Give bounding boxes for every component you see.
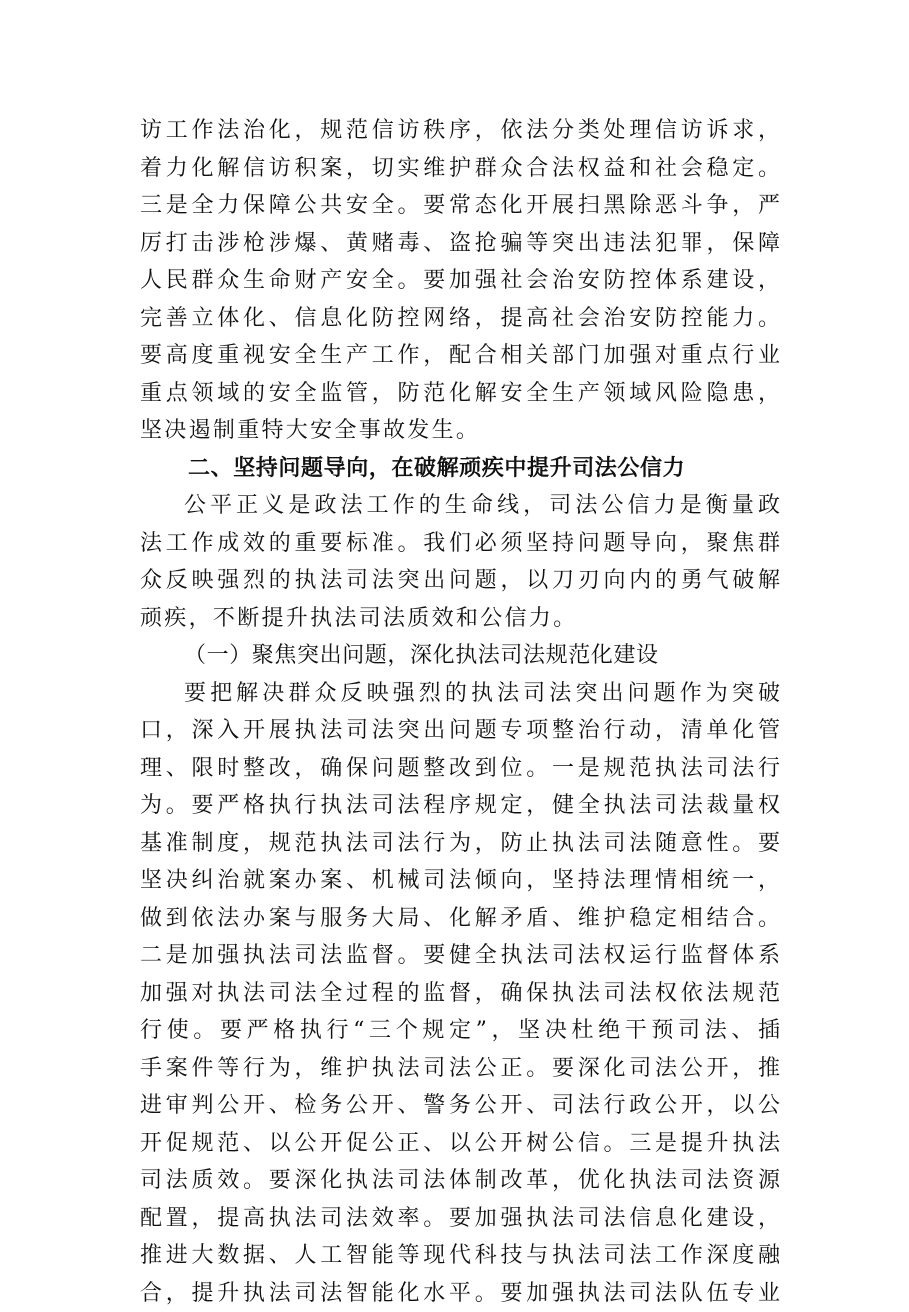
text-line: 人民群众生命财产安全。要加强社会治安防控体系建设， <box>140 262 780 300</box>
text-line: 合，提升执法司法智能化水平。要加强执法司法队伍专业 <box>140 1275 780 1312</box>
text-line: 手案件等行为，维护执法司法公正。要深化司法公开，推 <box>140 1050 780 1088</box>
text-line: 众反映强烈的执法司法突出问题，以刀刃向内的勇气破解 <box>140 562 780 600</box>
text-line: 坚决遏制重特大安全事故发生。 <box>140 412 780 450</box>
text-line: 完善立体化、信息化防控网络，提高社会治安防控能力。 <box>140 300 780 338</box>
text-line: 基准制度，规范执法司法行为，防止执法司法随意性。要 <box>140 825 780 863</box>
text-line: 开促规范、以公开促公正、以公开树公信。三是提升执法 <box>140 1125 780 1163</box>
section-heading: 二、坚持问题导向，在破解顽疾中提升司法公信力 <box>140 450 780 488</box>
paragraph-first-line: 公平正义是政法工作的生命线，司法公信力是衡量政 <box>140 487 780 525</box>
text-line: 口，深入开展执法司法突出问题专项整治行动，清单化管 <box>140 712 780 750</box>
text-line: 配置，提高执法司法效率。要加强执法司法信息化建设， <box>140 1200 780 1238</box>
text-line: 重点领域的安全监管，防范化解安全生产领域风险隐患， <box>140 375 780 413</box>
text-line: 三是全力保障公共安全。要常态化开展扫黑除恶斗争，严 <box>140 187 780 225</box>
text-line: 二是加强执法司法监督。要健全执法司法权运行监督体系 <box>140 937 780 975</box>
text-line: 司法质效。要深化执法司法体制改革，优化执法司法资源 <box>140 1162 780 1200</box>
text-line: 访工作法治化，规范信访秩序，依法分类处理信访诉求， <box>140 112 780 150</box>
text-line: 法工作成效的重要标准。我们必须坚持问题导向，聚焦群 <box>140 525 780 563</box>
text-line: 厉打击涉枪涉爆、黄赌毒、盗抢骗等突出违法犯罪，保障 <box>140 225 780 263</box>
subsection-heading: （一）聚焦突出问题，深化执法司法规范化建设 <box>140 637 780 675</box>
text-line: 理、限时整改，确保问题整改到位。一是规范执法司法行 <box>140 750 780 788</box>
text-line: 推进大数据、人工智能等现代科技与执法司法工作深度融 <box>140 1237 780 1275</box>
text-line: 要高度重视安全生产工作，配合相关部门加强对重点行业 <box>140 337 780 375</box>
text-line: 着力化解信访积案，切实维护群众合法权益和社会稳定。 <box>140 150 780 188</box>
text-line: 行使。要严格执行“三个规定”，坚决杜绝干预司法、插 <box>140 1012 780 1050</box>
text-line: 为。要严格执行执法司法程序规定，健全执法司法裁量权 <box>140 787 780 825</box>
body-text <box>140 112 780 1312</box>
text-line: 进审判公开、检务公开、警务公开、司法行政公开，以公 <box>140 1087 780 1125</box>
paragraph-first-line: 要把解决群众反映强烈的执法司法突出问题作为突破 <box>140 675 780 713</box>
text-line: 坚决纠治就案办案、机械司法倾向，坚持法理情相统一， <box>140 862 780 900</box>
text-line: 顽疾，不断提升执法司法质效和公信力。 <box>140 600 780 638</box>
text-line: 加强对执法司法全过程的监督，确保执法司法权依法规范 <box>140 975 780 1013</box>
text-line: 做到依法办案与服务大局、化解矛盾、维护稳定相结合。 <box>140 900 780 938</box>
